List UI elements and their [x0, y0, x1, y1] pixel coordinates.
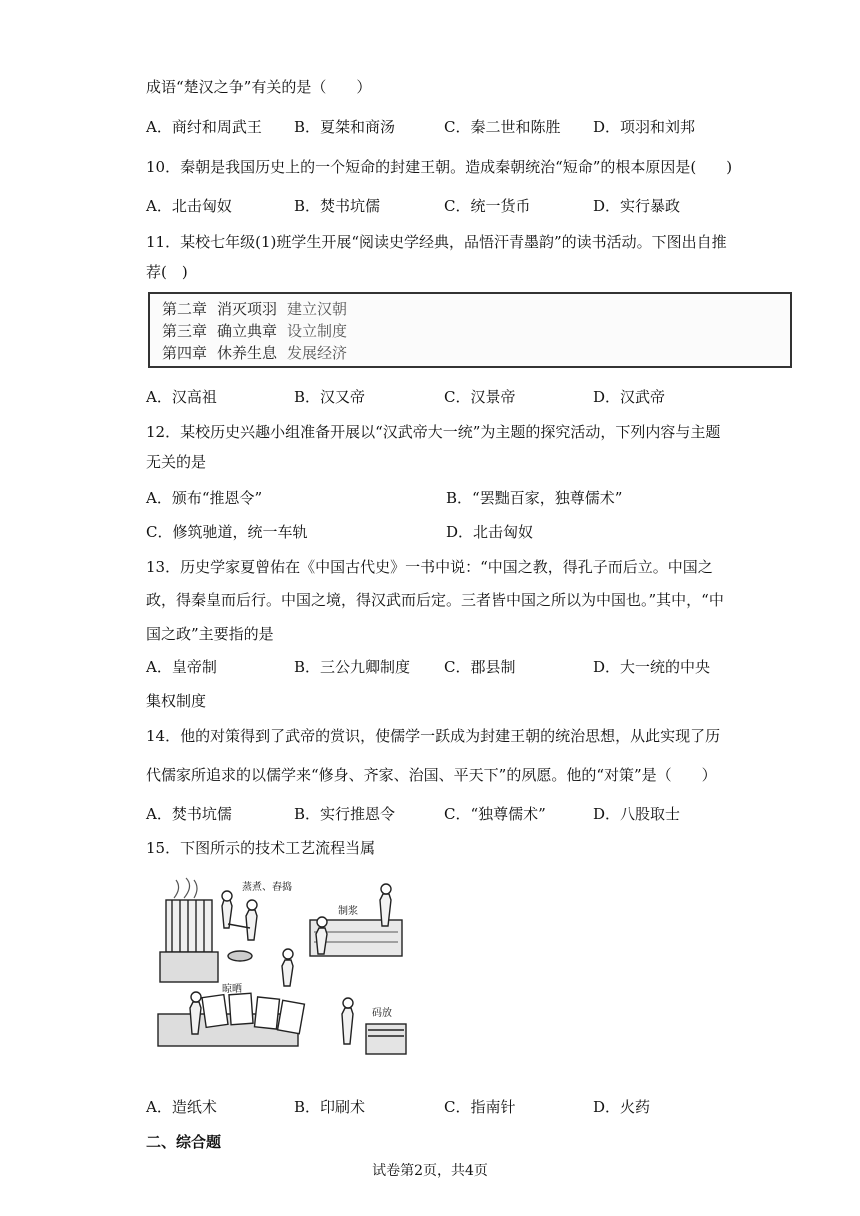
q15-option-c: C．指南针	[444, 1098, 516, 1116]
q11-stem-line1: 11．某校七年级(1)班学生开展“阅读史学经典，品悟汗青墨韵”的读书活动。下图出自推	[146, 233, 727, 251]
page-footer: 试卷第2页，共4页	[372, 1163, 488, 1179]
q15-stem: 15．下图所示的技术工艺流程当属	[146, 839, 376, 857]
q10-option-b: B．焚书坑儒	[294, 197, 381, 215]
q10-option-a: A．北击匈奴	[146, 197, 232, 215]
q10-stem: 10．秦朝是我国历史上的一个短命的封建王朝。造成秦朝统治“短命”的根本原因是( )	[146, 158, 733, 176]
papermaking-illustration	[146, 876, 414, 1074]
q15-option-d: D．火药	[593, 1098, 651, 1116]
q13-option-a: A．皇帝制	[146, 658, 217, 676]
q12-stem-line1: 12．某校历史兴趣小组准备开展以“汉武帝大一统”为主题的探究活动，下列内容与主题	[146, 423, 721, 441]
excerpt-row	[162, 320, 347, 342]
excerpt-title: 休养生息	[217, 344, 278, 362]
excerpt-chapter: 第四章	[162, 344, 208, 362]
q10-option-c: C．统一货币	[444, 197, 531, 215]
excerpt-subtitle: 设立制度	[287, 322, 348, 340]
excerpt-chapter: 第二章	[162, 300, 208, 318]
figure-label-steam: 蒸煮、舂捣	[242, 882, 292, 893]
q11-option-d: D．汉武帝	[593, 388, 666, 406]
q13-option-b: B．三公九卿制度	[294, 658, 411, 676]
q13-option-c: C．郡县制	[444, 658, 516, 676]
q12-option-c: C．修筑驰道，统一车轨	[146, 523, 308, 541]
excerpt-title: 消灭项羽	[217, 300, 278, 318]
q9-stem-tail: 成语“楚汉之争”有关的是（ ）	[146, 78, 372, 96]
excerpt-chapter: 第三章	[162, 322, 208, 340]
excerpt-subtitle: 发展经济	[287, 344, 348, 362]
q13-stem-line2: 政，得秦皇而后行。中国之境，得汉武而后定。三者皆中国之所以为中国也。”其中，“中	[146, 591, 724, 609]
section-heading: 二、综合题	[146, 1133, 222, 1151]
q15-option-b: B．印刷术	[294, 1098, 366, 1116]
q12-option-d: D．北击匈奴	[446, 523, 534, 541]
q13-stem-line3: 国之政”主要指的是	[146, 625, 274, 643]
q12-option-b: B．“罢黜百家，独尊儒术”	[446, 489, 623, 507]
q13-option-d: D．大一统的中央	[593, 658, 711, 676]
q11-option-c: C．汉景帝	[444, 388, 516, 406]
book-contents-excerpt	[148, 292, 792, 368]
figure-label-stack: 码放	[372, 1008, 392, 1019]
q13-option-d-wrap: 集权制度	[146, 692, 207, 710]
excerpt-row	[162, 298, 347, 320]
figure-label-pulp: 制浆	[338, 906, 358, 917]
q11-option-b: B．汉又帝	[294, 388, 366, 406]
q9-option-d: D．项羽和刘邦	[593, 118, 696, 136]
q14-stem-line1: 14．他的对策得到了武帝的赏识，使儒学一跃成为封建王朝的统治思想，从此实现了历	[146, 727, 721, 745]
excerpt-row	[162, 342, 347, 364]
q14-option-d: D．八股取士	[593, 805, 681, 823]
q14-option-a: A．焚书坑儒	[146, 805, 232, 823]
q14-stem-line2: 代儒家所追求的以儒学来“修身、齐家、治国、平天下”的夙愿。他的“对策”是（ ）	[146, 766, 717, 784]
q13-stem-line1: 13．历史学家夏曾佑在《中国古代史》一书中说：“中国之教，得孔子而后立。中国之	[146, 558, 713, 576]
q10-option-d: D．实行暴政	[593, 197, 681, 215]
q12-stem-line2: 无关的是	[146, 453, 207, 471]
excerpt-title: 确立典章	[217, 322, 278, 340]
figure-label-dry: 晾晒	[222, 984, 242, 995]
q14-option-b: B．实行推恩令	[294, 805, 396, 823]
q11-stem-line2: 荐( )	[146, 263, 188, 281]
excerpt-subtitle: 建立汉朝	[287, 300, 348, 318]
q15-option-a: A．造纸术	[146, 1098, 217, 1116]
q12-option-a: A．颁布“推恩令”	[146, 489, 263, 507]
q9-option-b: B．夏桀和商汤	[294, 118, 396, 136]
q14-option-c: C．“独尊儒术”	[444, 805, 546, 823]
q9-option-c: C．秦二世和陈胜	[444, 118, 561, 136]
q9-option-a: A．商纣和周武王	[146, 118, 262, 136]
q11-option-a: A．汉高祖	[146, 388, 217, 406]
